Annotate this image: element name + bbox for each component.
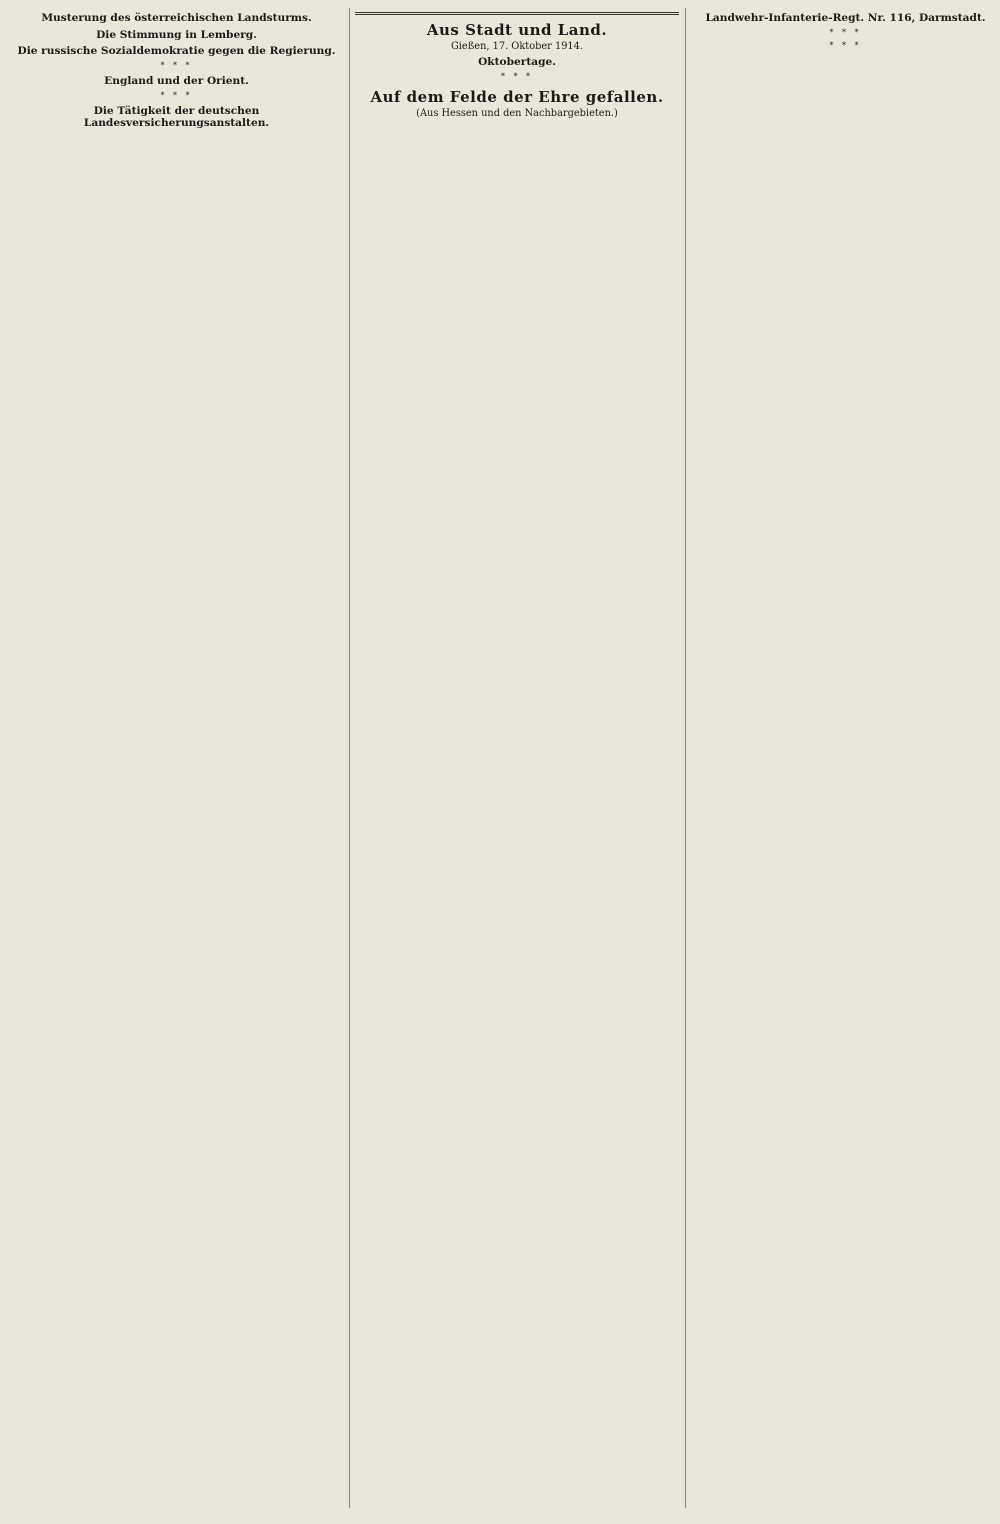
article-heading: Oktobertage.: [478, 56, 556, 69]
section-divider: * * *: [829, 27, 862, 37]
column-2: [349, 8, 679, 1508]
article-heading: Die russische Sozialdemokratie gegen die Regierung.: [17, 45, 336, 58]
dateline: Gießen, 17. Oktober 1914.: [450, 41, 584, 52]
section-title: Auf dem Felde der Ehre gefallen.: [370, 88, 664, 106]
section-rule: [355, 12, 679, 15]
section-divider: * * *: [160, 90, 193, 100]
section-subtitle: (Aus Hessen und den Nachbargebieten.): [416, 108, 618, 119]
article-heading: Die Tätigkeit der deutschen Landesversicherungsanstalten.: [83, 104, 270, 130]
section-divider: * * *: [829, 40, 862, 50]
article-heading: Landwehr-Infanterie-Regt. Nr. 116, Darmstadt.: [705, 12, 986, 24]
section-divider: * * *: [160, 60, 193, 70]
article-heading: Musterung des österreichischen Landsturms.: [41, 12, 312, 24]
article-heading: Die Stimmung in Lemberg.: [96, 28, 257, 41]
section-title: Aus Stadt und Land.: [426, 21, 608, 39]
article-heading: England und der Orient.: [104, 74, 249, 87]
section-divider: * * *: [500, 71, 534, 81]
column-3: [685, 8, 1000, 1508]
column-1: [10, 8, 343, 1508]
